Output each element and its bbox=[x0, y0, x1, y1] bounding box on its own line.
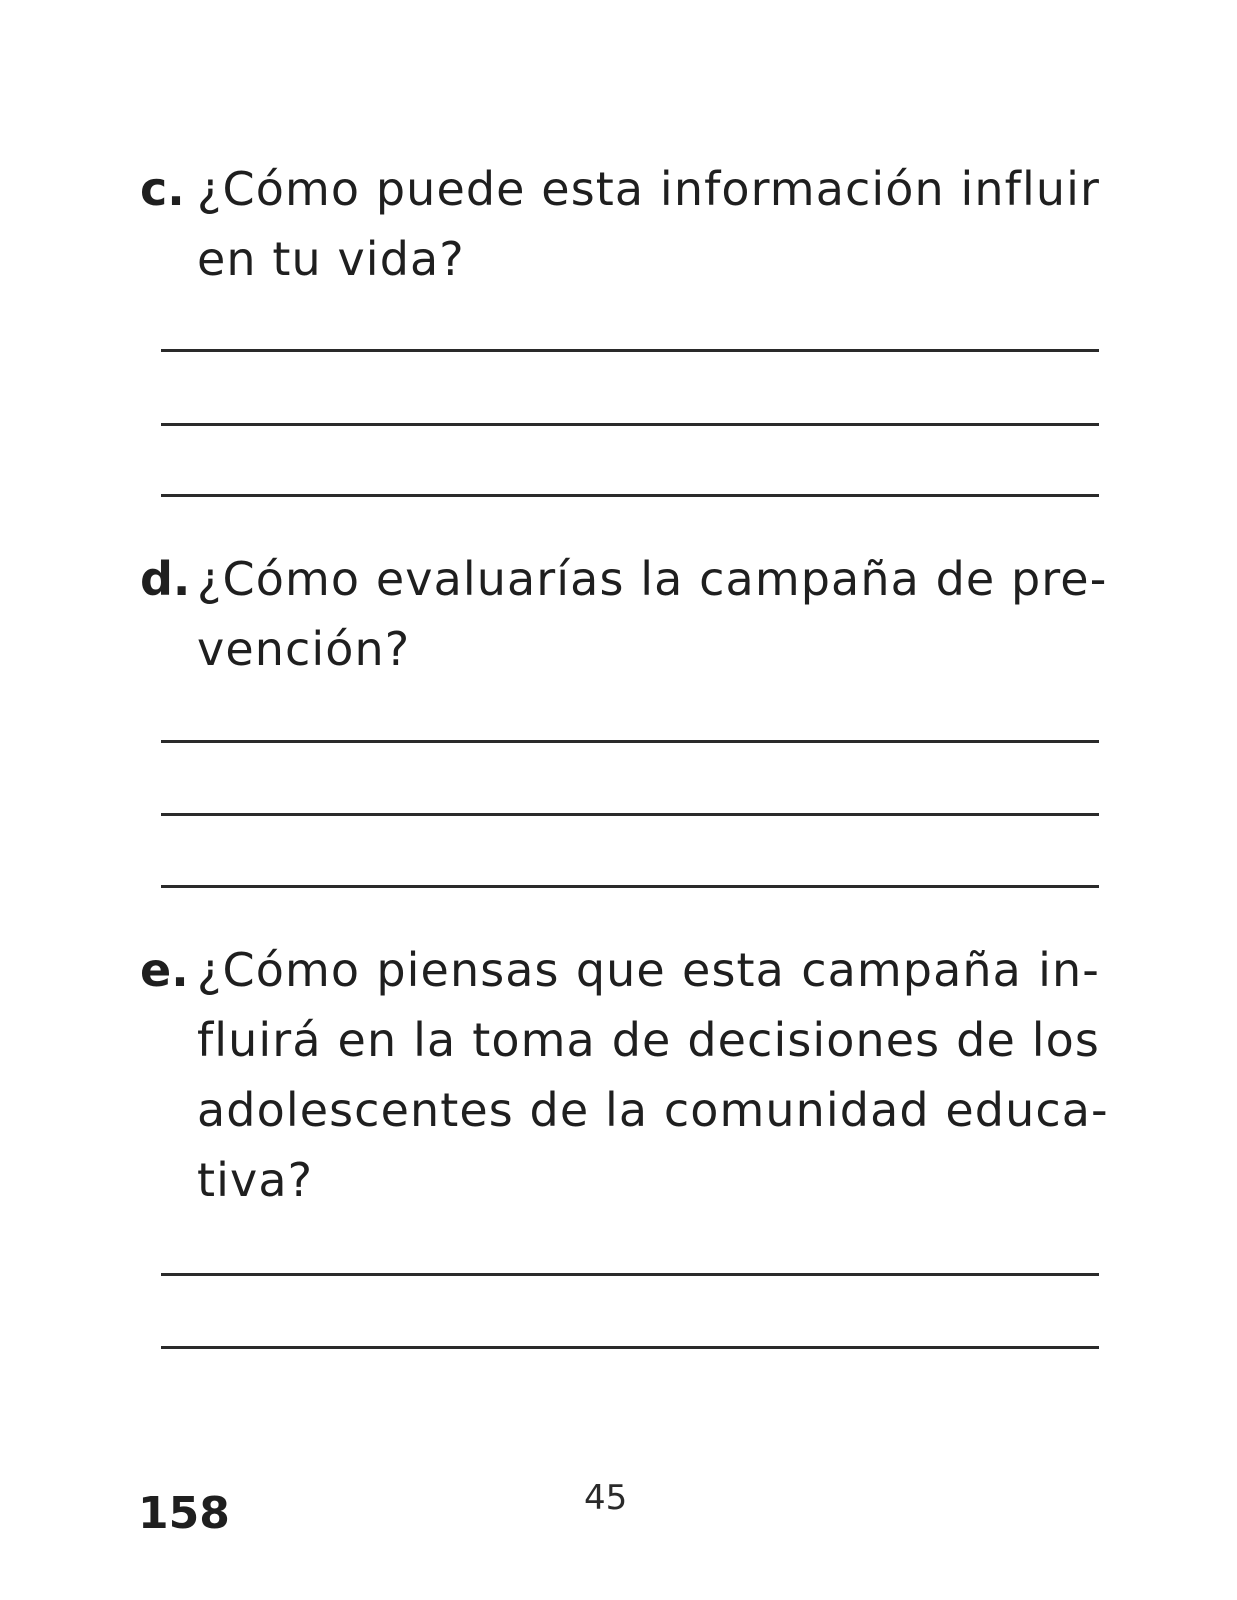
question-line: vención? bbox=[197, 622, 411, 676]
answer-line[interactable] bbox=[161, 885, 1099, 888]
question-line: en tu vida? bbox=[197, 232, 465, 286]
question-text bbox=[197, 154, 1100, 294]
question-text bbox=[197, 544, 1108, 684]
answer-line[interactable] bbox=[161, 349, 1099, 352]
answer-line[interactable] bbox=[161, 494, 1099, 497]
question-text bbox=[197, 935, 1109, 1215]
question-letter: d. bbox=[140, 552, 191, 606]
answer-line[interactable] bbox=[161, 423, 1099, 426]
question-line: adolescentes de la comunidad educa- bbox=[197, 1083, 1109, 1137]
question-line: ¿Cómo evaluarías la campaña de pre- bbox=[197, 552, 1108, 606]
answer-line[interactable] bbox=[161, 1346, 1099, 1349]
question-letter: e. bbox=[140, 943, 189, 997]
page-number: 158 bbox=[138, 1488, 230, 1539]
answer-line[interactable] bbox=[161, 740, 1099, 743]
answer-line[interactable] bbox=[161, 813, 1099, 816]
question-line: tiva? bbox=[197, 1153, 314, 1207]
question-line: fluirá en la toma de decisiones de los bbox=[197, 1013, 1100, 1067]
question-line: ¿Cómo piensas que esta campaña in- bbox=[197, 943, 1100, 997]
question-letter: c. bbox=[140, 162, 185, 216]
question-line: ¿Cómo puede esta información influir bbox=[197, 162, 1100, 216]
answer-line[interactable] bbox=[161, 1273, 1099, 1276]
folio-number: 45 bbox=[584, 1478, 628, 1518]
